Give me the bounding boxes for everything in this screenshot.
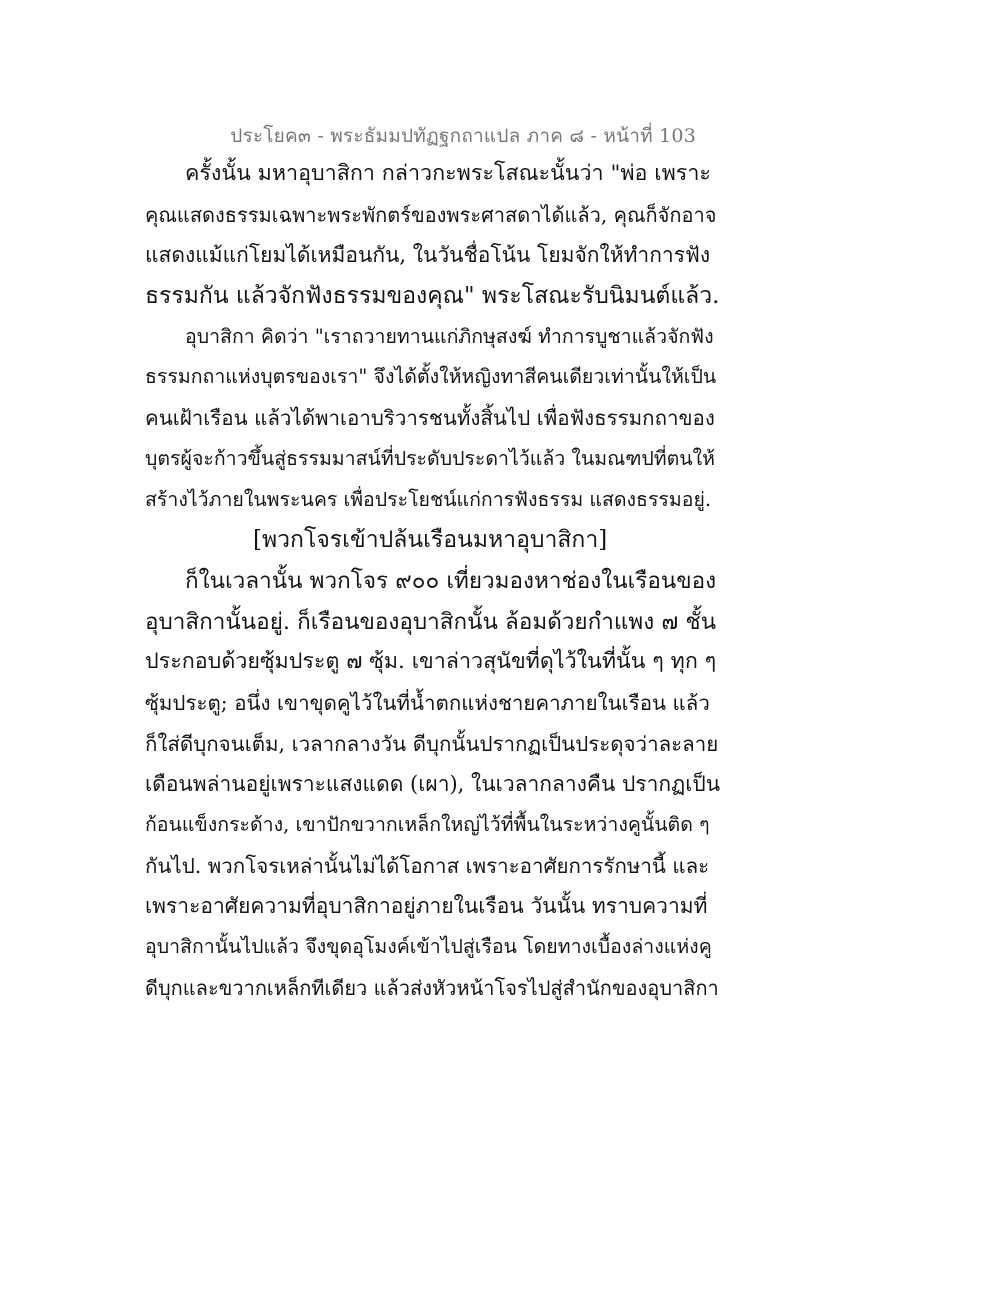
text-line: ก้อนแข็งกระด้าง, เขาปักขวากเหล็กใหญ่ไว้ที่พื้นในระหว่างคูนั้นติด ๆ <box>145 813 710 836</box>
text-line: ก็ใส่ดีบุกจนเต็ม, เวลากลางวัน ดีบุกนั้นปรากฏเป็นประดุจว่าละลาย <box>145 731 719 756</box>
text-line: ดีบุกและขวากเหล็กทีเดียว แล้วส่งหัวหน้าโจรไปสู่สำนักของอุบาสิกา <box>145 975 719 1000</box>
text-line: เพราะอาศัยความที่อุบาสิกาอยู่ภายในเรือน วันนั้น ทราบความที่ <box>145 894 708 919</box>
text-line: ครั้งนั้น มหาอุบาสิกา กล่าวกะพระโสณะนั้นว่า "พ่อ เพราะ <box>185 161 711 186</box>
text-line: แสดงแม้แก่โยมได้เหมือนกัน, ในวันชื่อโน้น โยมจักให้ทำการฟัง <box>145 243 711 268</box>
text-line: อุบาสิกานั้นอยู่. ก็เรือนของอุบาสิกนั้น ล้อมด้วยกำแพง ๗ ชั้น <box>145 608 717 635</box>
body-text <box>145 154 720 1008</box>
text-line: ธรรมกถาแห่งบุตรของเรา" จึงได้ตั้งให้หญิงทาสีคนเดียวเท่านั้นให้เป็น <box>145 365 717 389</box>
text-line: กันไป. พวกโจรเหล่านั้นไม่ได้โอกาส เพราะอาศัยการรักษานี้ และ <box>145 853 710 878</box>
text-line: ก็ในเวลานั้น พวกโจร ๙๐๐ เที่ยวมองหาช่องในเรือนของ <box>185 567 717 594</box>
page-header: ประโยค๓ - พระธัมมปทัฏฐกถาแปล ภาค ๘ - หน้าที่ 103 <box>230 125 696 147</box>
text-line: เดือนพล่านอยู่เพราะแสงแดด (เผา), ในเวลากลางคืน ปรากฏเป็น <box>145 772 721 797</box>
text-line: คนเฝ้าเรือน แล้วได้พาเอาบริวารชนทั้งสิ้นไป เพื่อฟังธรรมกถาของ <box>145 406 715 431</box>
text-line: สร้างไว้ภายในพระนคร เพื่อประโยชน์แก่การฟังธรรม แสดงธรรมอยู่. <box>145 487 712 511</box>
text-line: ธรรมกัน แล้วจักฟังธรรมของคุณ" พระโสณะรับนิมนต์แล้ว. <box>145 283 720 310</box>
text-line: อุบาสิกา คิดว่า "เราถวายทานแก่ภิกษุสงฆ์ ทำการบูชาแล้วจักฟัง <box>185 324 714 348</box>
text-line: บุตรผู้จะก้าวขึ้นสู่ธรรมมาสน์ที่ประดับประดาไว้แล้ว ในมณฑปที่ตนให้ <box>145 446 716 470</box>
text-line: ประกอบด้วยซุ้มประตู ๗ ซุ้ม. เขาล่าวสุนัขที่ดุไว้ในที่นั้น ๆ ทุก ๆ <box>145 649 717 675</box>
text-line: ซุ้มประตู; อนึ่ง เขาขุดคูไว้ในที่น้ำตกแห่งชายคาภายในเรือน แล้ว <box>145 690 710 715</box>
text-line: อุบาสิกานั้นไปแล้ว จึงขุดอุโมงค์เข้าไปสู่เรือน โดยทางเบื้องล่างแห่งคู <box>145 935 712 959</box>
text-line: คุณแสดงธรรมเฉพาะพระพักตร์ของพระศาสดาได้แล้ว, คุณก็จักอาจ <box>145 202 717 227</box>
section-heading: [พวกโจรเข้าปล้นเรือนมหาอุบาสิกา] <box>253 527 608 554</box>
